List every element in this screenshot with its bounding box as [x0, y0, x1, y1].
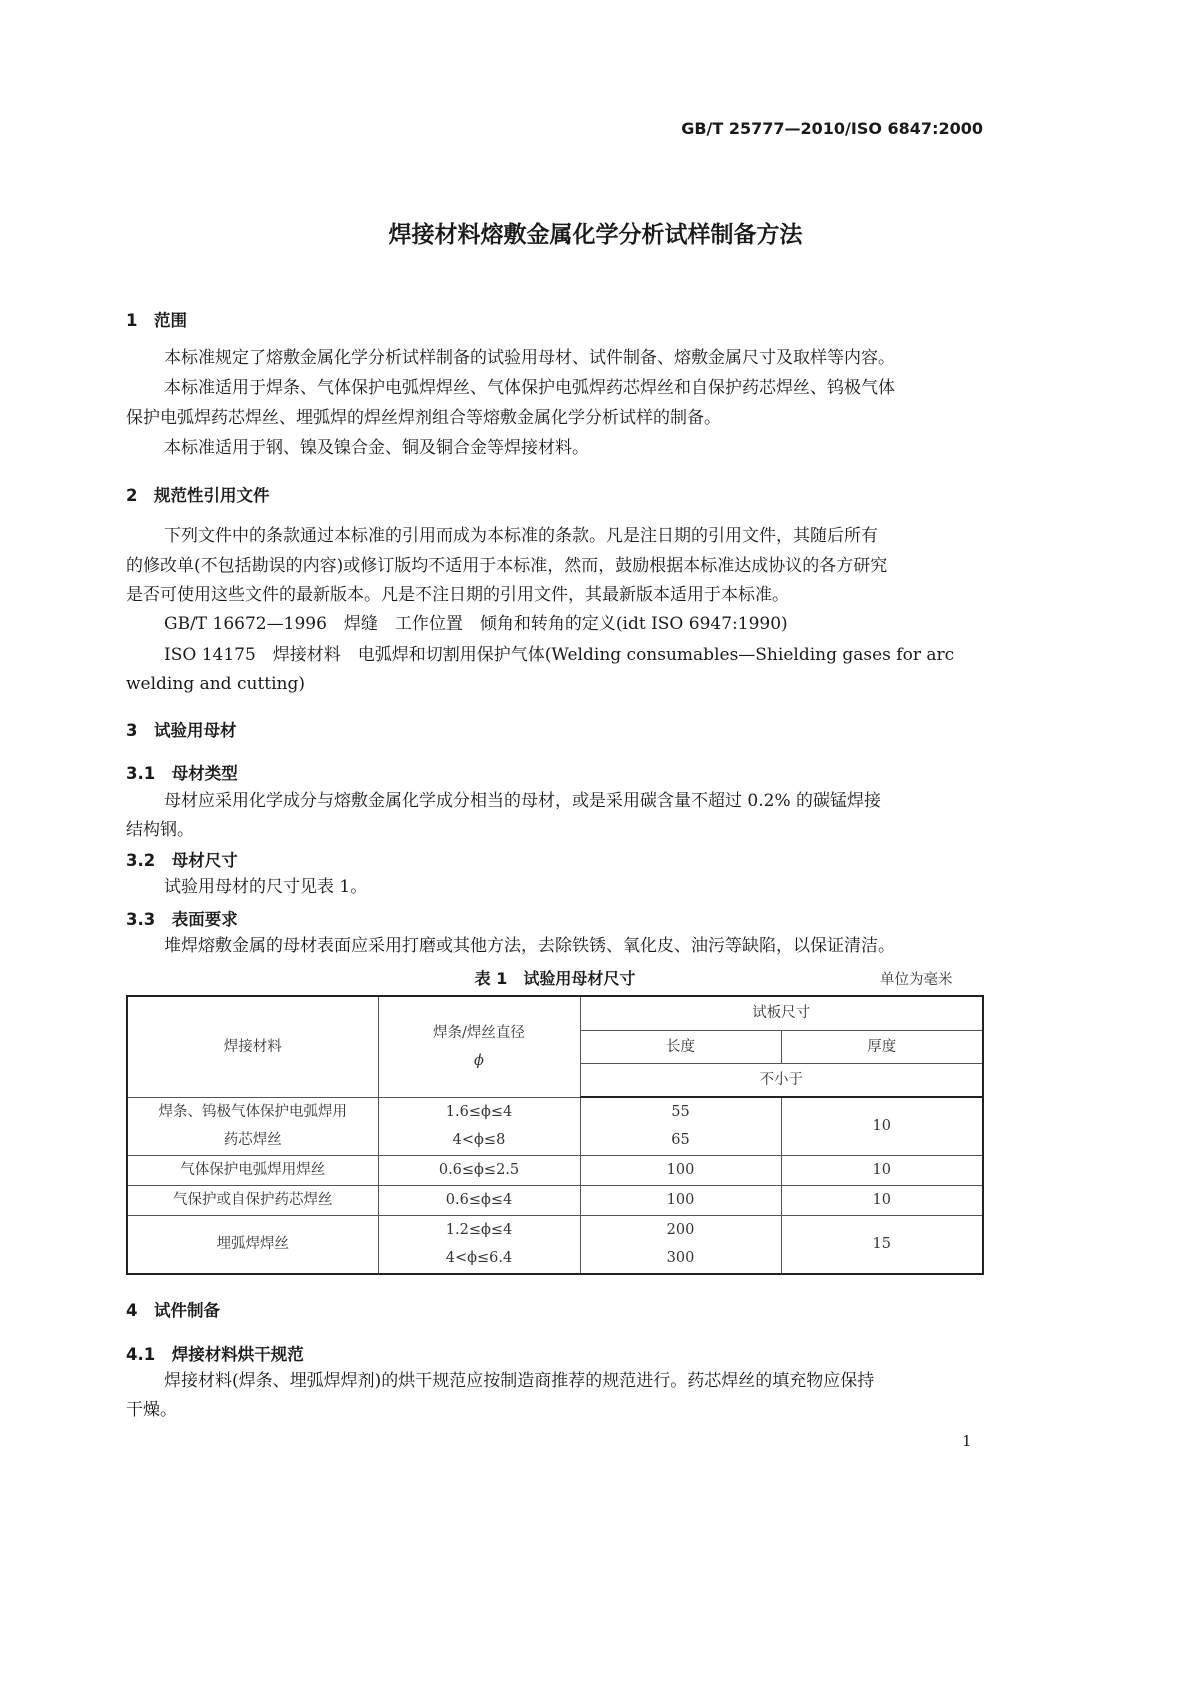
header-material: 焊接材料 [127, 996, 378, 1097]
section-3-heading: 3 试验用母材 [126, 721, 237, 740]
paragraph-line: 母材应采用化学成分与熔敷金属化学成分相当的母材，或是采用碳含量不超过 0.2% 的碳锰焊接 [164, 791, 881, 811]
section-4-heading: 4 试件制备 [126, 1301, 220, 1320]
header-not-less-than: 不小于 [580, 1063, 983, 1097]
section-2-heading: 2 规范性引用文件 [126, 486, 270, 505]
paragraph-line: 干燥。 [126, 1400, 177, 1420]
paragraph-line: 本标准规定了熔敷金属化学分析试样制备的试验用母材、试件制备、熔敷金属尺寸及取样等内容。 [164, 348, 895, 368]
base-metal-size-table [126, 995, 984, 1275]
table-row: 焊条、钨极气体保护电弧焊用 药芯焊丝 1.6≤ϕ≤4 4<ϕ≤8 55 65 10 [127, 1097, 983, 1155]
reference-item: GB/T 16672—1996 焊缝 工作位置 倾角和转角的定义(idt ISO 6947:1990) [164, 614, 788, 634]
table-row: 气保护或自保护药芯焊丝 0.6≤ϕ≤4 100 10 [127, 1185, 983, 1215]
table-caption: 表 1 试验用母材尺寸 [474, 969, 636, 988]
header-thickness: 厚度 [781, 1030, 983, 1063]
section-3-2-heading: 3.2 母材尺寸 [126, 851, 238, 870]
section-3-3-heading: 3.3 表面要求 [126, 910, 238, 929]
paragraph-line: 焊接材料(焊条、埋弧焊焊剂)的烘干规范应按制造商推荐的规范进行。药芯焊丝的填充物应保持 [164, 1371, 875, 1391]
table-unit: 单位为毫米 [880, 972, 953, 988]
paragraph-line: 结构钢。 [126, 820, 194, 840]
section-4-1-heading: 4.1 焊接材料烘干规范 [126, 1345, 304, 1364]
paragraph-line: 是否可使用这些文件的最新版本。凡是不注日期的引用文件，其最新版本适用于本标准。 [126, 585, 789, 605]
header-plate-size: 试板尺寸 [580, 996, 983, 1030]
reference-item: ISO 14175 焊接材料 电弧焊和切割用保护气体(Welding consumables—Shielding gases for arc [164, 645, 955, 665]
paragraph-line: 下列文件中的条款通过本标准的引用而成为本标准的条款。凡是注日期的引用文件，其随后所有 [164, 526, 878, 546]
section-1-heading: 1 范围 [126, 311, 187, 330]
table-row: 气体保护电弧焊用焊丝 0.6≤ϕ≤2.5 100 10 [127, 1155, 983, 1185]
reference-item-cont: welding and cutting) [126, 674, 306, 694]
page-number: 1 [962, 1432, 972, 1450]
standard-number-header: GB/T 25777—2010/ISO 6847:2000 [681, 119, 983, 138]
header-diameter: 焊条/焊丝直径 ϕ [378, 996, 580, 1097]
header-length: 长度 [580, 1030, 781, 1063]
paragraph-line: 堆焊熔敷金属的母材表面应采用打磨或其他方法，去除铁锈、氧化皮、油污等缺陷，以保证清洁。 [164, 936, 895, 956]
paragraph-line: 本标准适用于焊条、气体保护电弧焊焊丝、气体保护电弧焊药芯焊丝和自保护药芯焊丝、钨极气体 [164, 378, 895, 398]
table-row: 埋弧焊焊丝 1.2≤ϕ≤4 4<ϕ≤6.4 200 300 15 [127, 1215, 983, 1274]
section-3-1-heading: 3.1 母材类型 [126, 764, 238, 783]
document-title: 焊接材料熔敷金属化学分析试样制备方法 [388, 222, 803, 248]
paragraph-line: 本标准适用于钢、镍及镍合金、铜及铜合金等焊接材料。 [164, 438, 589, 458]
paragraph-line: 的修改单(不包括勘误的内容)或修订版均不适用于本标准，然而，鼓励根据本标准达成协议的各方研究 [126, 556, 888, 576]
paragraph-line: 保护电弧焊药芯焊丝、埋弧焊的焊丝焊剂组合等熔敷金属化学分析试样的制备。 [126, 408, 721, 428]
paragraph-line: 试验用母材的尺寸见表 1。 [164, 877, 368, 897]
